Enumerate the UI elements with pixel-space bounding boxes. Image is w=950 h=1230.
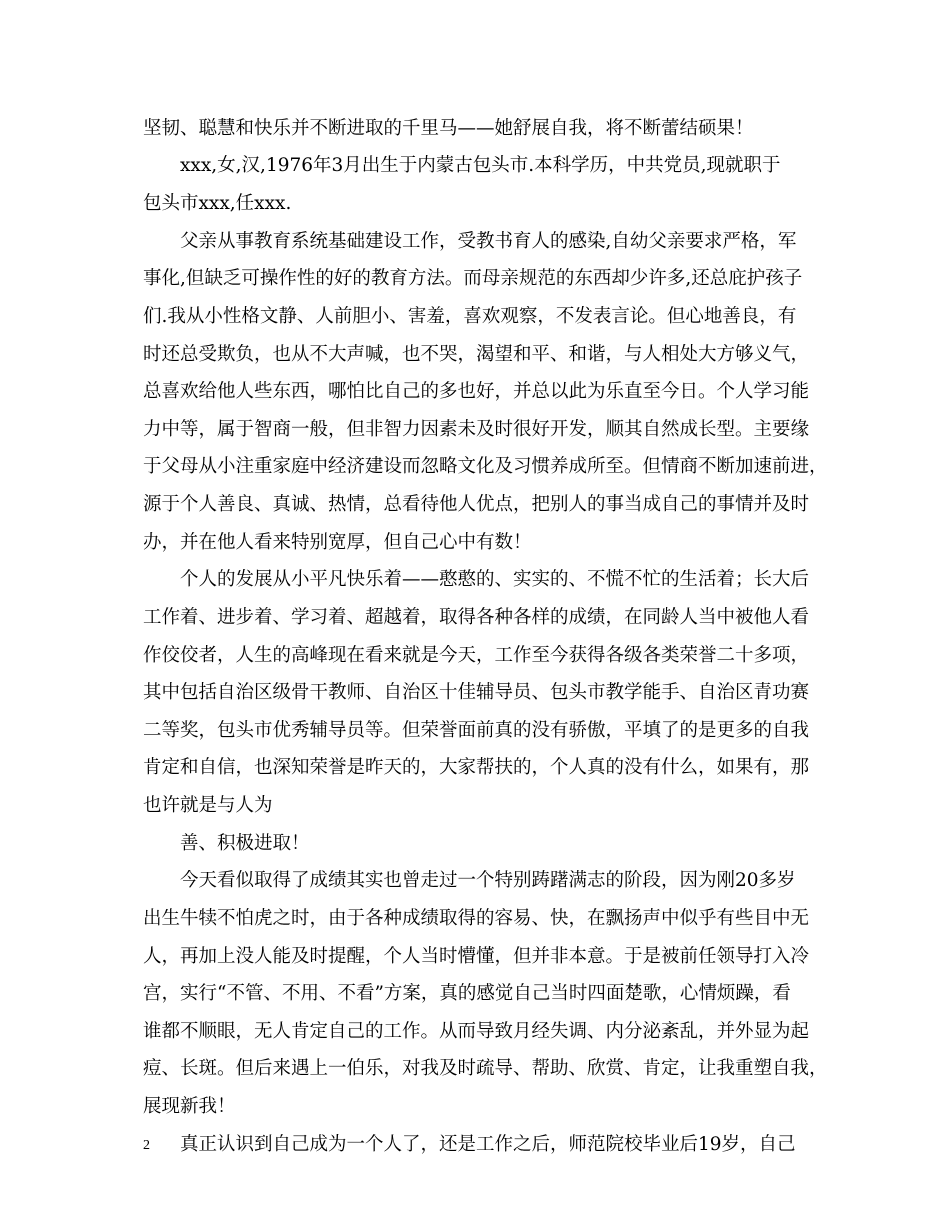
text-line: 出生牛犊不怕虎之时，由于各种成绩取得的容易、快，在飘扬声中似乎有些目中无 (143, 908, 810, 929)
text-line: 时还总受欺负，也从不大声喊，也不哭，渴望和平、和谐，与人相处大方够义气， (143, 344, 810, 365)
text-line: 也许就是与人为 (143, 795, 273, 816)
text-line: 谁都不顺眼，无人肯定自己的工作。从而导致月经失调、内分泌紊乱，并外显为起 (143, 1021, 810, 1042)
text-line: 人，再加上没人能及时提醒，个人当时懵懂，但并非本意。于是被前任领导打入冷 (143, 946, 810, 967)
text-line: 们.我从小性格文静、人前胆小、害羞，喜欢观察，不发表言论。但心地善良，有 (143, 306, 797, 327)
text-line: 于父母从小注重家庭中经济建设而忽略文化及习惯养成所至。但情商不断加速前进， (143, 456, 828, 477)
text-line: 真正认识到自己成为一个人了，还是工作之后，师范院校毕业后19岁，自己 (180, 1134, 796, 1155)
text-line: 其中包括自治区级骨干教师、自治区十佳辅导员、包头市教学能手、自治区青功赛 (143, 682, 810, 703)
text-line: 坚韧、聪慧和快乐并不断进取的千里马——她舒展自我，将不断蕾结硕果！ (143, 118, 754, 139)
text-line: 办，并在他人看来特别宽厚，但自己心中有数！ (143, 532, 532, 553)
text-line: 展现新我！ (143, 1096, 236, 1117)
text-line: xxx,女,汉,1976年3月出生于内蒙古包头市.本科学历，中共党员,现就职于 (180, 155, 781, 176)
text-line: 总喜欢给他人些东西，哪怕比自己的多也好，并总以此为乐直至今日。个人学习能 (143, 381, 810, 402)
text-line: 工作着、进步着、学习着、超越着，取得各种各样的成绩，在同龄人当中被他人看 (143, 607, 810, 628)
text-line: 今天看似取得了成绩其实也曾走过一个特别踌躇满志的阶段，因为刚20多岁 (180, 870, 796, 891)
text-line: 作佼佼者，人生的高峰现在看来就是今天，工作至今获得各级各类荣誉二十多项， (143, 645, 810, 666)
text-line: 善、积极进取！ (180, 833, 310, 854)
text-line: 肯定和自信，也深知荣誉是昨天的，大家帮扶的，个人真的没有什么，如果有，那 (143, 757, 810, 778)
text-line: 父亲从事教育系统基础建设工作，受教书育人的感染,自幼父亲要求严格，军 (180, 231, 797, 252)
text-line: 包头市xxx,任xxx. (143, 193, 292, 214)
text-line: 力中等，属于智商一般，但非智力因素未及时很好开发，顺其自然成长型。主要缘 (143, 419, 810, 440)
text-line: 痘、长斑。但后来遇上一伯乐，对我及时疏导、帮助、欣赏、肯定，让我重塑自我， (143, 1058, 828, 1079)
page-number: 2 (143, 1138, 150, 1153)
text-line: 宫，实行“不管、不用、不看”方案，真的感觉自己当时四面楚歌，心情烦躁，看 (143, 983, 791, 1004)
text-line: 二等奖，包头市优秀辅导员等。但荣誉面前真的没有骄傲，平填了的是更多的自我 (143, 720, 810, 741)
text-line: 事化,但缺乏可操作性的好的教育方法。而母亲规范的东西却少许多,还总庇护孩子 (143, 268, 803, 289)
text-line: 个人的发展从小平凡快乐着——憨憨的、实实的、不慌不忙的生活着；长大后 (180, 569, 810, 590)
text-line: 源于个人善良、真诚、热情，总看待他人优点，把别人的事当成自己的事情并及时 (143, 494, 810, 515)
